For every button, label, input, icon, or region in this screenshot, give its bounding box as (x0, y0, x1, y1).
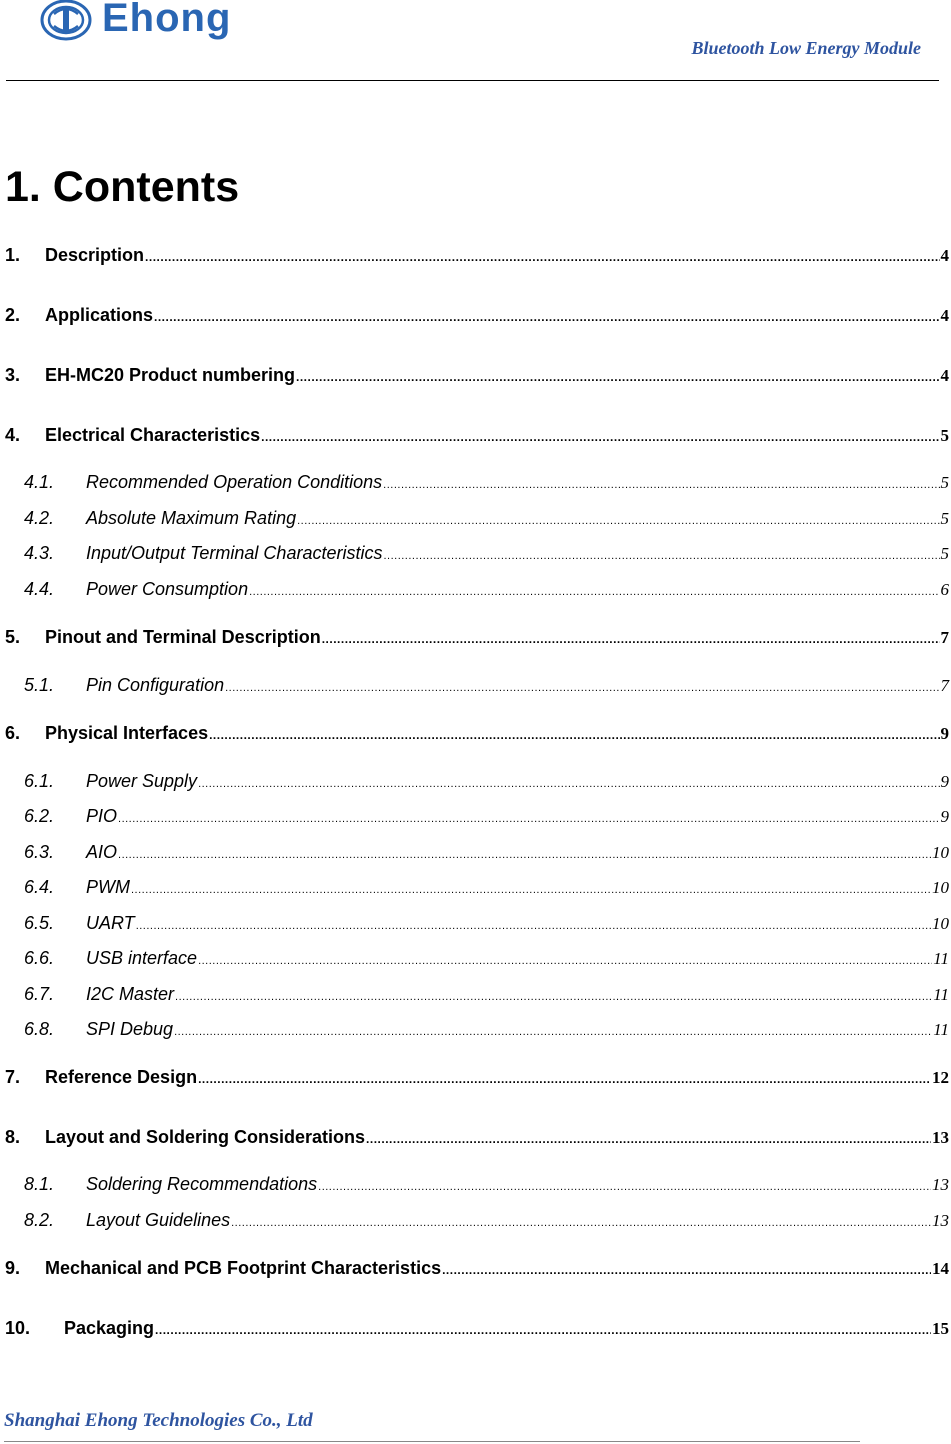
toc-label: Recommended Operation Conditions (86, 472, 383, 492)
toc-entry-8[interactable]: 8. Layout and Soldering Considerations ..... 13 (5, 1127, 949, 1148)
logo-wordmark: Ehong (102, 0, 232, 40)
toc-label: PIO (86, 806, 118, 826)
toc-label: Electrical Characteristics (45, 425, 261, 445)
header-divider (6, 80, 939, 81)
toc-page: 6 (940, 580, 949, 599)
toc-page: 14 (932, 1259, 949, 1278)
toc-label: PWM (86, 877, 130, 897)
toc-label: Power Consumption (86, 579, 249, 599)
leader-dots (322, 632, 940, 646)
leader-dots (118, 813, 939, 825)
toc-page: 10 (932, 914, 949, 933)
toc-label: Pinout and Terminal Description (45, 627, 321, 647)
toc-label: Layout Guidelines (86, 1210, 231, 1230)
toc-label: Description (45, 245, 145, 265)
toc-page: 12 (932, 1068, 949, 1087)
toc-entry-6-3[interactable]: 6.3. AIO ..... 10 (24, 842, 949, 863)
leader-dots (136, 920, 931, 932)
leader-dots (198, 955, 932, 967)
toc-label: Physical Interfaces (45, 723, 209, 743)
toc-entry-6-2[interactable]: 6.2. PIO ..... 9 (24, 806, 949, 827)
toc-page: 9 (940, 724, 949, 743)
toc-page: 4 (940, 366, 949, 385)
leader-dots (249, 586, 939, 598)
toc-entry-6-5[interactable]: 6.5. UART ..... 10 (24, 913, 949, 934)
page-title: 1. Contents (5, 163, 240, 211)
leader-dots (231, 1217, 931, 1229)
leader-dots (383, 479, 939, 491)
toc-entry-4-2[interactable]: 4.2. Absolute Maximum Rating ..... 5 (24, 508, 949, 529)
toc-label: Input/Output Terminal Characteristics (86, 543, 383, 563)
toc-entry-4-1[interactable]: 4.1. Recommended Operation Conditions ..... 5 (24, 472, 949, 493)
toc-entry-7[interactable]: 7. Reference Design ..... 12 (5, 1067, 949, 1088)
toc-label: Absolute Maximum Rating (86, 508, 297, 528)
leader-dots (174, 1026, 932, 1038)
toc-page: 11 (933, 1020, 949, 1039)
leader-dots (198, 778, 939, 790)
toc-page: 9 (940, 807, 949, 826)
leader-dots (296, 370, 939, 384)
toc-entry-6-1[interactable]: 6.1. Power Supply ..... 9 (24, 771, 949, 792)
leader-dots (155, 1323, 931, 1337)
leader-dots (442, 1263, 931, 1277)
leader-dots (175, 991, 932, 1003)
toc-label: Packaging (64, 1318, 155, 1338)
toc-label: Mechanical and PCB Footprint Characteristics (45, 1258, 442, 1278)
toc-page: 9 (940, 772, 949, 791)
toc-entry-6[interactable]: 6. Physical Interfaces ..... 9 (5, 723, 949, 744)
toc-page: 10 (932, 843, 949, 862)
header-title: Bluetooth Low Energy Module (691, 38, 921, 58)
footer-divider (4, 1441, 860, 1442)
toc-label: SPI Debug (86, 1019, 174, 1039)
toc-label: UART (86, 913, 135, 933)
company-logo (38, 0, 258, 44)
toc-page: 10 (932, 878, 949, 897)
logo-emblem-icon (38, 0, 98, 44)
toc-entry-1[interactable]: 1. Description ..... 4 (5, 245, 949, 266)
toc-label: Pin Configuration (86, 675, 225, 695)
toc-entry-8-1[interactable]: 8.1. Soldering Recommendations ..... 13 (24, 1174, 949, 1195)
toc-label: Reference Design (45, 1067, 198, 1087)
toc-page: 15 (932, 1319, 949, 1338)
toc-label: AIO (86, 842, 118, 862)
toc-page: 13 (932, 1211, 949, 1230)
toc-entry-6-6[interactable]: 6.6. USB interface ..... 11 (24, 948, 949, 969)
leader-dots (297, 515, 939, 527)
toc-page: 7 (940, 628, 949, 647)
leader-dots (118, 849, 931, 861)
toc-label: I2C Master (86, 984, 175, 1004)
toc-entry-9[interactable]: 9. Mechanical and PCB Footprint Characteristics ..... 14 (5, 1258, 949, 1279)
toc-page: 4 (940, 246, 949, 265)
toc-entry-3[interactable]: 3. EH-MC20 Product numbering ..... 4 (5, 365, 949, 386)
toc-page: 7 (940, 676, 949, 695)
toc-label: Layout and Soldering Considerations (45, 1127, 366, 1147)
leader-dots (154, 310, 939, 324)
toc-page: 13 (932, 1175, 949, 1194)
toc-label: Applications (45, 305, 154, 325)
toc-label: USB interface (86, 948, 198, 968)
leader-dots (198, 1072, 931, 1086)
leader-dots (383, 550, 939, 562)
toc-entry-4-3[interactable]: 4.3. Input/Output Terminal Characteristics ..... 5 (24, 543, 949, 564)
toc-entry-10[interactable]: 10. Packaging ..... 15 (5, 1318, 949, 1339)
toc-entry-2[interactable]: 2. Applications ..... 4 (5, 305, 949, 326)
leader-dots (145, 250, 939, 264)
leader-dots (366, 1132, 931, 1146)
toc-page: 11 (933, 985, 949, 1004)
toc-entry-4-4[interactable]: 4.4. Power Consumption ..... 6 (24, 579, 949, 600)
toc-page: 5 (940, 473, 949, 492)
toc-page: 11 (933, 949, 949, 968)
toc-page: 4 (940, 306, 949, 325)
leader-dots (261, 430, 939, 444)
toc-entry-6-8[interactable]: 6.8. SPI Debug ..... 11 (24, 1019, 949, 1040)
toc-label: EH-MC20 Product numbering (45, 365, 296, 385)
toc-page: 5 (940, 426, 949, 445)
leader-dots (225, 682, 939, 694)
toc-entry-6-7[interactable]: 6.7. I2C Master ..... 11 (24, 984, 949, 1005)
toc-entry-5[interactable]: 5. Pinout and Terminal Description ..... 7 (5, 627, 949, 648)
toc-page: 5 (940, 544, 949, 563)
leader-dots (209, 728, 939, 742)
toc-entry-4[interactable]: 4. Electrical Characteristics ..... 5 (5, 425, 949, 446)
toc-label: Power Supply (86, 771, 198, 791)
footer-company: Shanghai Ehong Technologies Co., Ltd (4, 1410, 313, 1431)
toc-page: 13 (932, 1128, 949, 1147)
leader-dots (131, 884, 931, 896)
toc-entry-6-4[interactable]: 6.4. PWM ..... 10 (24, 877, 949, 898)
toc-entry-8-2[interactable]: 8.2. Layout Guidelines ..... 13 (24, 1210, 949, 1231)
toc-page: 5 (940, 509, 949, 528)
toc-label: Soldering Recommendations (86, 1174, 318, 1194)
leader-dots (318, 1181, 931, 1193)
toc-entry-5-1[interactable]: 5.1. Pin Configuration ..... 7 (24, 675, 949, 696)
